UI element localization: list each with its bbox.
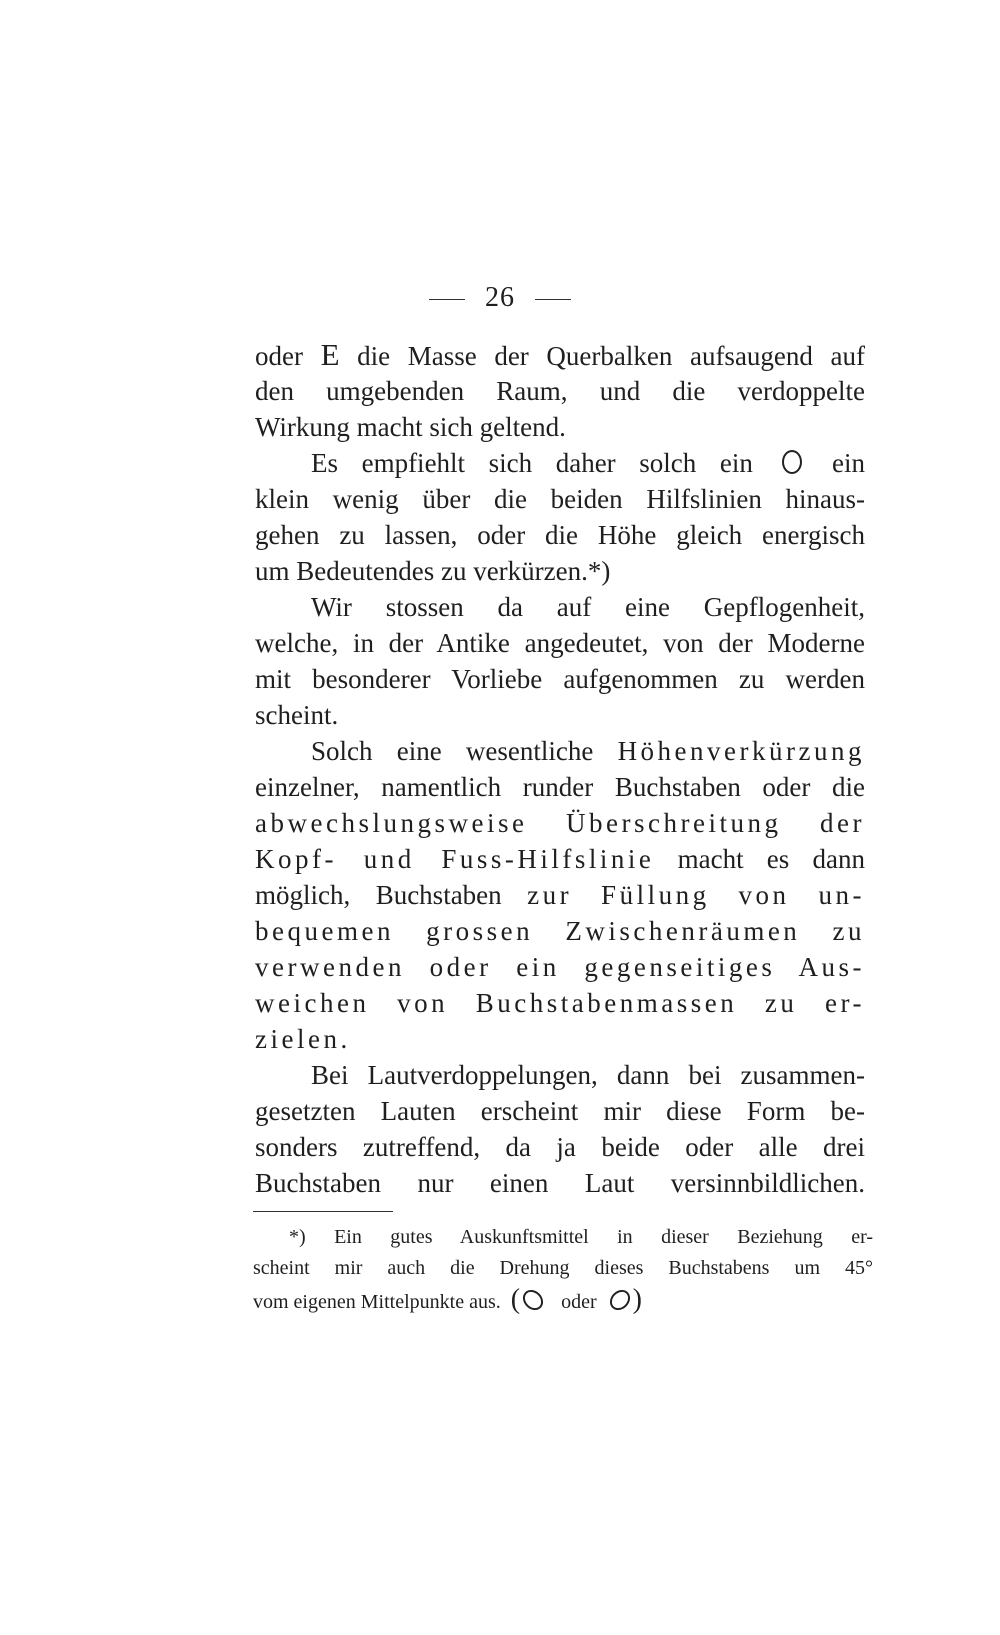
text-line: Bei Lautverdoppelungen, dann bei zusammen- bbox=[311, 1060, 865, 1090]
text-line: möglich, Buchstaben zur Füllung von un- bbox=[255, 880, 865, 910]
text-line: verwenden oder ein gegenseitiges Aus- bbox=[255, 952, 865, 982]
dash-left bbox=[429, 299, 465, 300]
text-line: sonders zutreffend, da ja beide oder alle drei bbox=[255, 1132, 865, 1162]
text-line: weichen von Buchstabenmassen zu er- bbox=[255, 988, 865, 1018]
page-number bbox=[0, 282, 1000, 314]
text-line: um Bedeutendes zu verkürzen.*) bbox=[255, 556, 611, 586]
paren-open: ( bbox=[510, 1284, 521, 1315]
text-line: bequemen grossen Zwischenräumen zu bbox=[255, 916, 865, 946]
rotated-o-left-icon bbox=[519, 1286, 547, 1314]
text-line: den umgebenden Raum, und die verdoppelte bbox=[255, 376, 865, 406]
text-line: Wir stossen da auf eine Gepflogenheit, bbox=[311, 592, 865, 622]
text-line: Solch eine wesentliche Höhenverkürzung bbox=[311, 736, 865, 766]
text-line: welche, in der Antike angedeutet, von der Moderne bbox=[255, 628, 865, 658]
paren-close: ) bbox=[632, 1284, 642, 1315]
footnote-line: *) Ein gutes Auskunftsmittel in dieser Beziehung er- bbox=[289, 1226, 873, 1248]
text-line: abwechslungsweise Überschreitung der bbox=[255, 808, 865, 838]
footnote-text: vom eigenen Mittelpunkte aus. bbox=[253, 1291, 501, 1313]
text-line: Wirkung macht sich geltend. bbox=[255, 412, 566, 442]
footnote-line bbox=[253, 1284, 873, 1315]
text-line: klein wenig über die beiden Hilfslinien hinaus- bbox=[255, 484, 865, 514]
page-number-text: 26 bbox=[485, 282, 515, 313]
text-line: Es empfiehlt sich daher solch ein ein bbox=[311, 448, 865, 478]
text-line: gehen zu lassen, oder die Höhe gleich energisch bbox=[255, 520, 865, 550]
text-line: gesetzten Lauten erscheint mir diese Form be- bbox=[255, 1096, 865, 1126]
dash-right bbox=[535, 299, 571, 300]
text-line: mit besonderer Vorliebe aufgenommen zu werden bbox=[255, 664, 865, 694]
text-line: scheint. bbox=[255, 700, 339, 730]
text-line: zielen. bbox=[255, 1024, 351, 1054]
footnote-divider bbox=[253, 1211, 393, 1212]
text-line: Buchstaben nur einen Laut versinnbildlichen. bbox=[255, 1168, 865, 1198]
rotated-o-right-icon bbox=[605, 1286, 633, 1314]
text-line: einzelner, namentlich runder Buchstaben oder die bbox=[255, 772, 865, 802]
footnote-oder: oder bbox=[561, 1291, 597, 1313]
text-line: oder E die Masse der Querbalken aufsaugend auf bbox=[255, 337, 865, 372]
body-text bbox=[255, 337, 865, 1201]
text-line: Kopf- und Fuss-Hilfslinie macht es dann bbox=[255, 844, 865, 874]
letter-o-glyph-icon bbox=[782, 450, 802, 474]
footnote bbox=[253, 1222, 873, 1315]
footnote-line: scheint mir auch die Drehung dieses Buchstabens um 45° bbox=[253, 1257, 873, 1279]
